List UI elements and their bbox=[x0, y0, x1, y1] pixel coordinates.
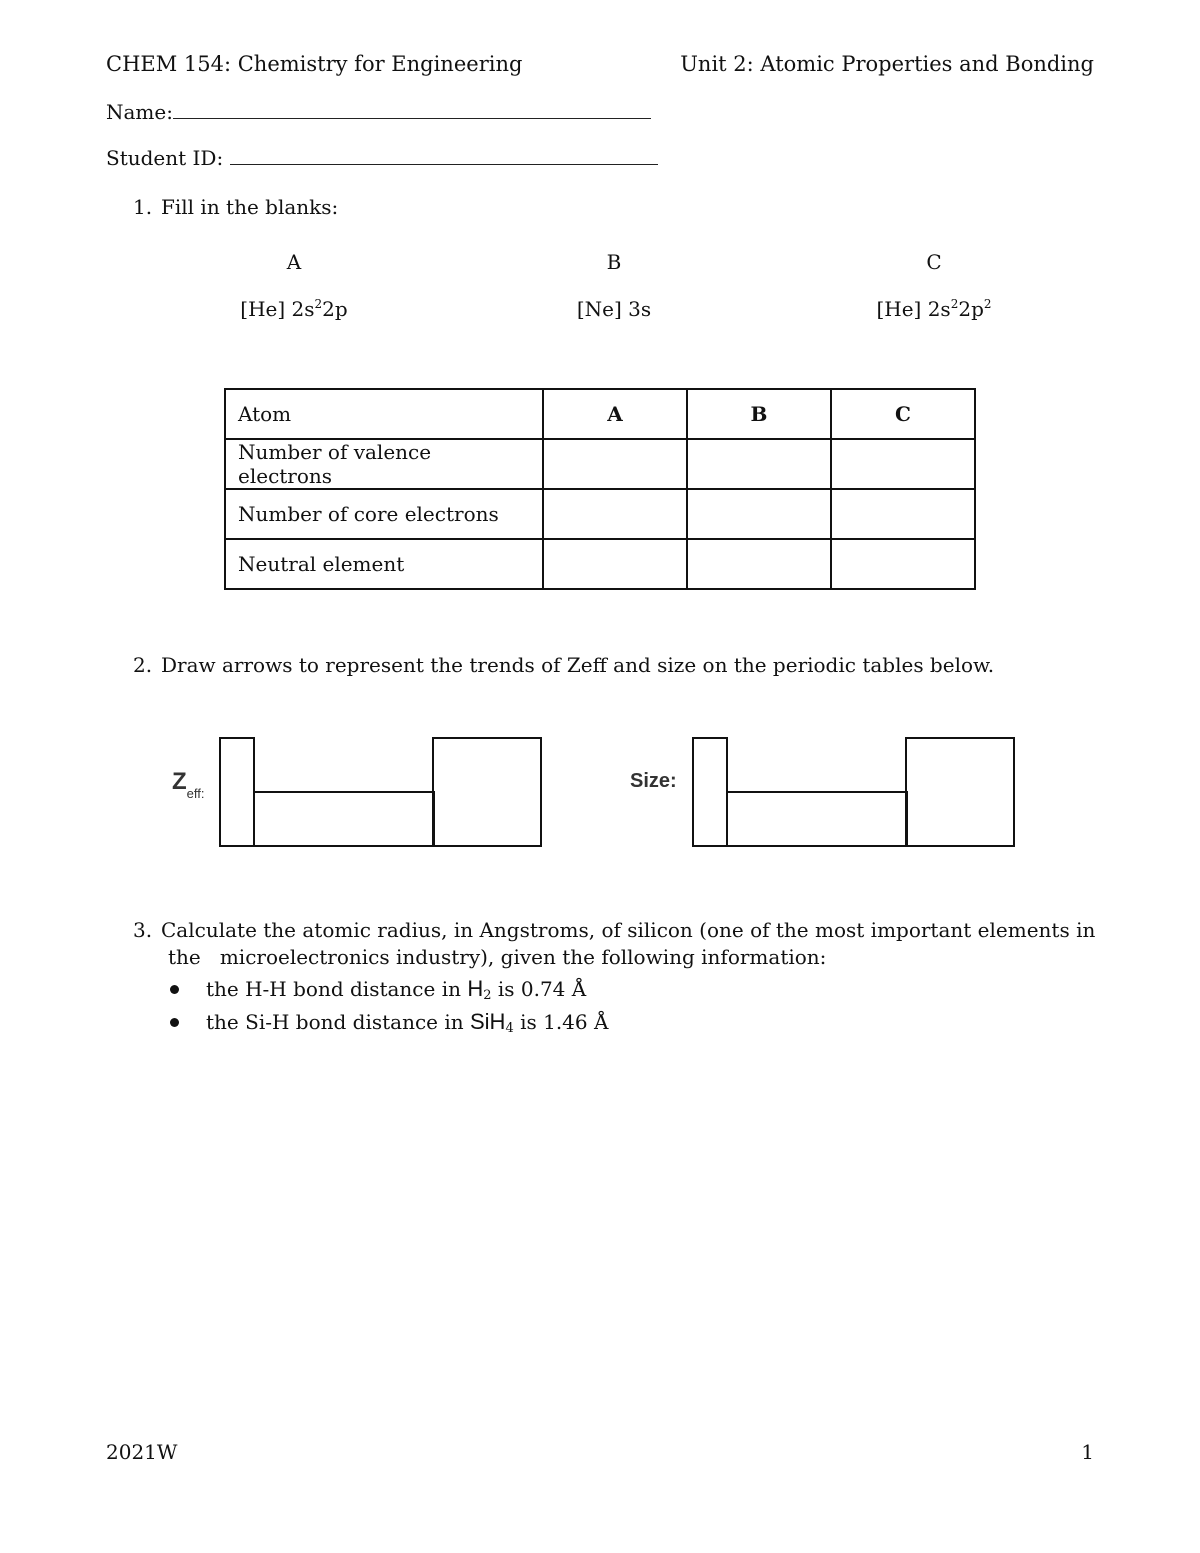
student-id-blank[interactable] bbox=[230, 146, 658, 165]
atom-table bbox=[224, 388, 976, 590]
student-id-field bbox=[106, 146, 658, 170]
header-c: C bbox=[831, 389, 975, 439]
question-2-number: 2. bbox=[133, 653, 153, 677]
answer-cell[interactable] bbox=[831, 439, 975, 489]
name-blank[interactable] bbox=[173, 100, 651, 119]
row-label-core: Number of core electrons bbox=[225, 489, 543, 539]
atom-a-config: [He] $2s^22p$ bbox=[240, 297, 348, 321]
answer-cell[interactable] bbox=[687, 439, 831, 489]
course-title: CHEM 154: Chemistry for Engineering bbox=[106, 52, 523, 76]
student-id-label: Student ID: bbox=[106, 146, 224, 170]
table-header-row bbox=[225, 389, 975, 439]
p-block bbox=[432, 737, 542, 847]
atom-c-letter: C bbox=[926, 250, 942, 274]
size-periodic-table[interactable] bbox=[692, 737, 1015, 847]
header-b: B bbox=[687, 389, 831, 439]
row-label-element: Neutral element bbox=[225, 539, 543, 589]
bullet-icon bbox=[170, 1018, 179, 1027]
d-block bbox=[253, 791, 435, 847]
list-item: the H-H bond distance in $H_2$ is 0.74 Å bbox=[168, 972, 608, 1005]
unit-title: Unit 2: Atomic Properties and Bonding bbox=[680, 52, 1094, 76]
row-label-valence: Number of valence electrons bbox=[225, 439, 543, 489]
atom-b-config: [Ne] 3s bbox=[576, 297, 652, 321]
table-row bbox=[225, 539, 975, 589]
d-block bbox=[726, 791, 908, 847]
answer-cell[interactable] bbox=[687, 489, 831, 539]
name-label: Name: bbox=[106, 100, 173, 124]
zeff-label: $Z_{eff:}$ bbox=[172, 768, 205, 801]
question-3-line-1: Calculate the atomic radius, in Angstroms, of silicon (one of the most important elements in bbox=[161, 918, 1096, 942]
answer-cell[interactable] bbox=[543, 489, 687, 539]
answer-cell[interactable] bbox=[831, 539, 975, 589]
table-row bbox=[225, 489, 975, 539]
atom-a-letter: A bbox=[286, 250, 302, 274]
bullet-icon bbox=[170, 985, 179, 994]
question-2-text: Draw arrows to represent the trends of Zeff and size on the periodic tables below. bbox=[161, 653, 995, 677]
answer-cell[interactable] bbox=[543, 439, 687, 489]
question-2 bbox=[133, 653, 994, 677]
name-field bbox=[106, 100, 651, 124]
atom-c-config: [He] $2s^22p^2$ bbox=[876, 297, 992, 321]
question-1 bbox=[133, 195, 338, 219]
size-label: Size: bbox=[630, 770, 677, 792]
question-3-line-2: the microelectronics industry), given the following information: bbox=[168, 945, 827, 969]
header-a: A bbox=[543, 389, 687, 439]
question-3-bullets bbox=[168, 972, 608, 1038]
s-block bbox=[219, 737, 255, 847]
table-row bbox=[225, 439, 975, 489]
question-3 bbox=[133, 918, 1095, 942]
answer-cell[interactable] bbox=[687, 539, 831, 589]
s-block bbox=[692, 737, 728, 847]
footer-term: 2021W bbox=[106, 1440, 178, 1464]
answer-cell[interactable] bbox=[543, 539, 687, 589]
zeff-periodic-table[interactable] bbox=[219, 737, 542, 847]
answer-cell[interactable] bbox=[831, 489, 975, 539]
page-number: 1 bbox=[1081, 1440, 1094, 1464]
list-item: the Si-H bond distance in SiH$_4$ is 1.46 Å bbox=[168, 1005, 608, 1038]
p-block bbox=[905, 737, 1015, 847]
question-1-number: 1. bbox=[133, 195, 153, 219]
question-3-number: 3. bbox=[133, 918, 153, 942]
question-1-text: Fill in the blanks: bbox=[161, 195, 339, 219]
header-atom: Atom bbox=[225, 389, 543, 439]
atom-b-letter: B bbox=[606, 250, 622, 274]
